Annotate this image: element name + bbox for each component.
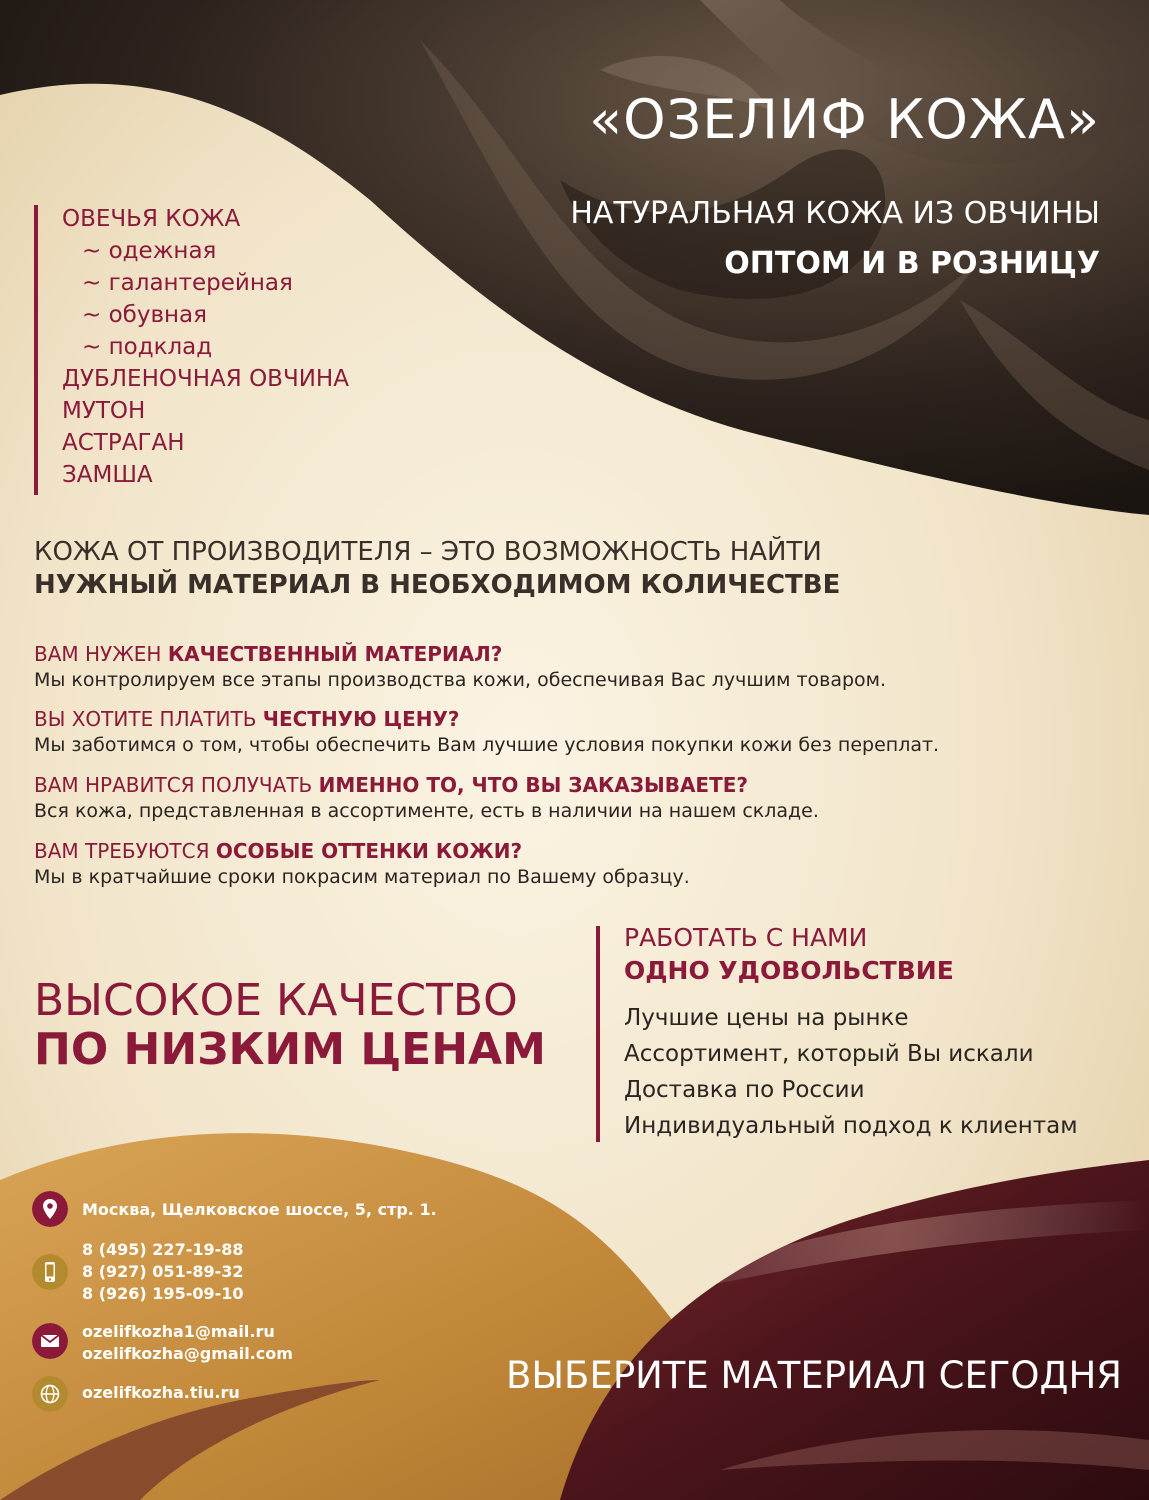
- list-item: ДУБЛЕНОЧНАЯ ОВЧИНА: [62, 366, 349, 392]
- globe-icon: [32, 1376, 68, 1412]
- product-list-bar: [34, 205, 38, 495]
- question-text: ВАМ НУЖЕН: [34, 642, 168, 666]
- benefit-item: Ассортимент, который Вы искали: [624, 1041, 1034, 1067]
- answer-text: Мы заботимся о том, чтобы обеспечить Вам лучшие условия покупки кожи без переплат.: [34, 734, 940, 756]
- benefit-item: Лучшие цены на рынке: [624, 1005, 909, 1031]
- phone-number[interactable]: 8 (495) 227-19-88: [82, 1240, 244, 1259]
- list-item: ЗАМША: [62, 462, 153, 488]
- phone-icon: [32, 1254, 68, 1290]
- subtitle-line-2: ОПТОМ И В РОЗНИЦУ: [724, 246, 1100, 281]
- answer-text: Мы контролируем все этапы производства кожи, обеспечивая Вас лучшим товаром.: [34, 669, 887, 691]
- lead-line-1: КОЖА ОТ ПРОИЗВОДИТЕЛЯ – ЭТО ВОЗМОЖНОСТЬ НАЙТИ: [34, 537, 822, 567]
- work-block-bar: [596, 926, 600, 1142]
- qa-block: [34, 706, 1114, 758]
- qa-block: [34, 641, 1114, 693]
- question-emphasis: ОСОБЫЕ ОТТЕНКИ КОЖИ?: [215, 839, 523, 863]
- question-text: ВЫ ХОТИТЕ ПЛАТИТЬ: [34, 707, 263, 731]
- email-link[interactable]: ozelifkozha1@mail.ru: [82, 1322, 275, 1341]
- question-text: ВАМ НРАВИТСЯ ПОЛУЧАТЬ: [34, 773, 319, 797]
- question-text: ВАМ ТРЕБУЮТСЯ: [34, 839, 216, 863]
- list-item: ~ одежная: [82, 238, 217, 264]
- question-emphasis: ЧЕСТНУЮ ЦЕНУ?: [262, 707, 460, 731]
- mail-icon: [32, 1323, 68, 1359]
- list-item: ~ подклад: [82, 334, 213, 360]
- answer-text: Вся кожа, представленная в ассортименте, есть в наличии на нашем складе.: [34, 800, 819, 822]
- answer-text: Мы в кратчайшие сроки покрасим материал по Вашему образцу.: [34, 866, 690, 888]
- map-pin-icon: [32, 1191, 68, 1227]
- benefit-item: Доставка по России: [624, 1077, 865, 1103]
- benefits-heading-2: ОДНО УДОВОЛЬСТВИЕ: [624, 956, 954, 985]
- list-item: ~ обувная: [82, 302, 207, 328]
- list-item: ОВЕЧЬЯ КОЖА: [62, 206, 241, 232]
- benefits-heading-1: РАБОТАТЬ С НАМИ: [624, 923, 868, 952]
- list-item: АСТРАГАН: [62, 430, 185, 456]
- list-item: ~ галантерейная: [82, 270, 293, 296]
- subtitle-line-1: НАТУРАЛЬНАЯ КОЖА ИЗ ОВЧИНЫ: [570, 196, 1100, 231]
- contact-phones: [82, 1239, 244, 1305]
- qa-block: [34, 838, 1114, 890]
- page-title: «ОЗЕЛИФ КОЖА»: [589, 88, 1100, 151]
- contact-address: Москва, Щелковское шоссе, 5, стр. 1.: [82, 1200, 437, 1219]
- benefits-block: [624, 922, 1078, 1144]
- email-link[interactable]: ozelifkozha@gmail.com: [82, 1344, 293, 1363]
- quality-line-1: ВЫСОКОЕ КАЧЕСТВО: [34, 975, 518, 1026]
- call-to-action: ВЫБЕРИТЕ МАТЕРИАЛ СЕГОДНЯ: [506, 1354, 1122, 1397]
- list-item: МУТОН: [62, 398, 146, 424]
- contact-emails: [82, 1321, 293, 1365]
- website-link[interactable]: ozelifkozha.tiu.ru: [82, 1383, 240, 1402]
- benefit-item: Индивидуальный подход к клиентам: [624, 1113, 1078, 1139]
- phone-number[interactable]: 8 (927) 051-89-32: [82, 1262, 244, 1281]
- quality-line-2: ПО НИЗКИМ ЦЕНАМ: [34, 1024, 546, 1075]
- product-list: [62, 203, 349, 491]
- qa-block: [34, 772, 1114, 824]
- question-emphasis: ИМЕННО ТО, ЧТО ВЫ ЗАКАЗЫВАЕТЕ?: [318, 773, 748, 797]
- phone-number[interactable]: 8 (926) 195-09-10: [82, 1284, 244, 1303]
- lead-line-2: НУЖНЫЙ МАТЕРИАЛ В НЕОБХОДИМОМ КОЛИЧЕСТВЕ: [34, 570, 841, 600]
- question-emphasis: КАЧЕСТВЕННЫЙ МАТЕРИАЛ?: [167, 642, 503, 666]
